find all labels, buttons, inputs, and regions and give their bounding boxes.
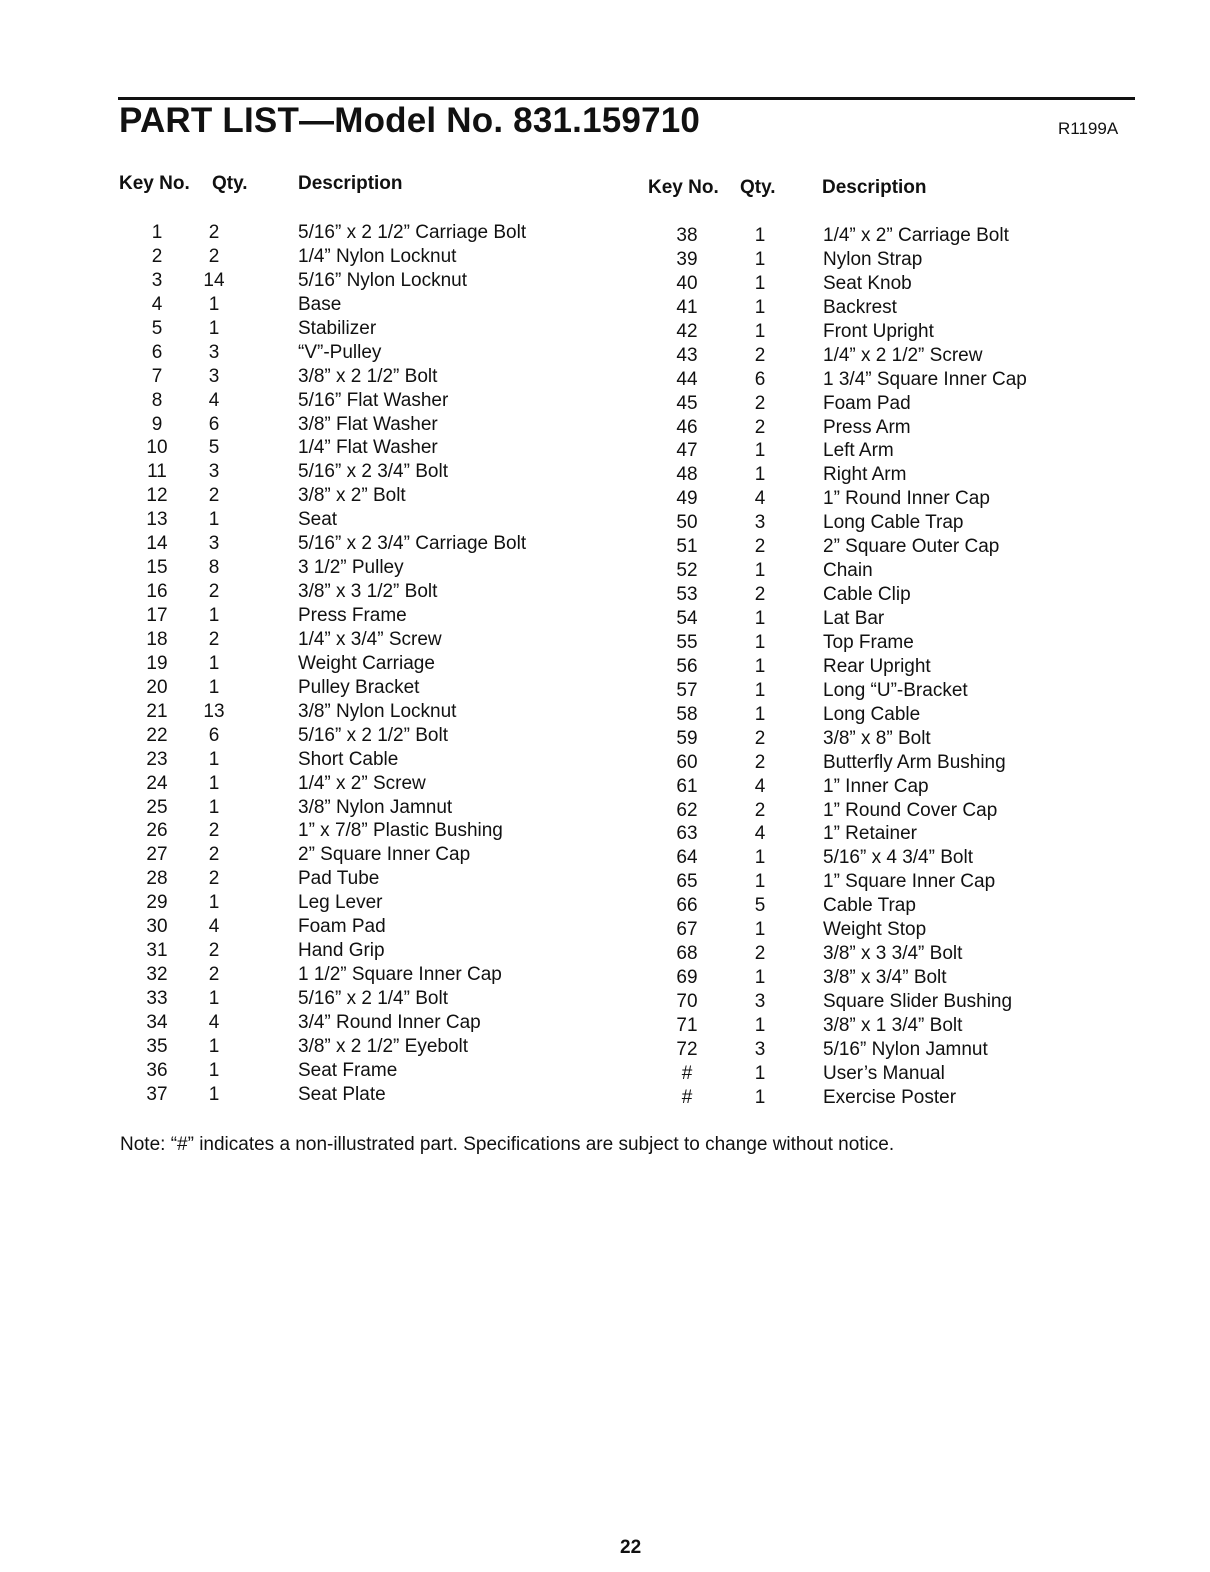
part-description: “V”-Pulley xyxy=(298,341,382,363)
part-key-number: 38 xyxy=(676,225,698,246)
part-quantity: 2 xyxy=(754,943,766,965)
part-key-number: 69 xyxy=(676,967,698,989)
part-description: 3/8” x 2 1/2” Eyebolt xyxy=(298,1035,469,1057)
part-description: 1” Inner Cap xyxy=(823,775,929,797)
part-quantity: 5 xyxy=(208,437,220,459)
part-key-number: 70 xyxy=(676,991,698,1012)
part-quantity: 4 xyxy=(208,389,220,411)
part-description: 1” Retainer xyxy=(823,823,917,845)
part-key-number: 2 xyxy=(151,245,163,267)
part-description: 3/8” x 2 1/2” Bolt xyxy=(298,365,438,387)
part-description: 3/8” Nylon Locknut xyxy=(298,700,457,722)
part-quantity: 1 xyxy=(754,608,766,629)
part-quantity: 2 xyxy=(754,799,766,821)
part-key-number: 14 xyxy=(146,533,168,555)
part-quantity: 1 xyxy=(754,320,766,342)
part-key-number: 56 xyxy=(676,655,698,677)
part-description: Seat Knob xyxy=(823,272,912,294)
part-description: 1/4” Flat Washer xyxy=(298,437,438,459)
part-key-number: 54 xyxy=(676,608,698,629)
part-description: 1” Round Inner Cap xyxy=(823,488,990,510)
part-key-number: 23 xyxy=(146,748,168,770)
part-key-number: 52 xyxy=(676,560,698,582)
part-description: Weight Carriage xyxy=(298,652,435,674)
right-key-header: Key No. xyxy=(648,177,719,198)
part-key-number: 43 xyxy=(676,344,698,366)
part-quantity: 1 xyxy=(754,1086,766,1108)
part-key-number: 41 xyxy=(676,296,698,318)
part-quantity: 1 xyxy=(754,631,766,653)
part-quantity: 1 xyxy=(208,293,220,315)
part-quantity: 1 xyxy=(754,967,766,989)
part-description: Stabilizer xyxy=(298,317,377,339)
part-description: Press Arm xyxy=(823,416,911,438)
part-description: 3/8” x 3 1/2” Bolt xyxy=(298,581,438,603)
part-description: 3/8” Nylon Jamnut xyxy=(298,796,453,818)
part-description: Chain xyxy=(823,560,873,582)
part-quantity: 1 xyxy=(754,655,766,677)
part-key-number: 30 xyxy=(146,916,168,938)
part-description: Long Cable xyxy=(823,703,921,725)
part-quantity: 2 xyxy=(208,964,220,986)
part-key-number: 12 xyxy=(146,485,168,507)
part-key-number: 49 xyxy=(676,488,698,510)
part-quantity: 2 xyxy=(208,868,220,890)
part-description: Cable Trap xyxy=(823,895,916,917)
part-description: Cable Clip xyxy=(823,584,911,606)
part-description: Backrest xyxy=(823,296,897,318)
part-key-number: 71 xyxy=(676,1014,698,1036)
part-key-number: 68 xyxy=(676,943,698,965)
part-key-number: 55 xyxy=(676,631,698,653)
part-quantity: 14 xyxy=(203,269,225,291)
part-description: Seat xyxy=(298,509,338,531)
part-quantity: 1 xyxy=(208,317,220,339)
part-key-number: # xyxy=(681,1086,693,1108)
part-description: Short Cable xyxy=(298,748,399,770)
part-description: Press Frame xyxy=(298,605,407,626)
part-key-number: 20 xyxy=(146,676,168,698)
part-description: 3/8” x 3/4” Bolt xyxy=(823,967,947,989)
part-key-number: 61 xyxy=(676,775,698,797)
right-qty-header: Qty. xyxy=(740,177,776,198)
part-key-number: 18 xyxy=(146,628,168,650)
part-quantity: 4 xyxy=(754,488,766,510)
part-description: 3 1/2” Pulley xyxy=(298,557,404,579)
part-key-number: 72 xyxy=(676,1038,698,1060)
part-quantity: 13 xyxy=(203,700,225,722)
part-quantity: 1 xyxy=(754,919,766,941)
part-description: Exercise Poster xyxy=(823,1086,957,1108)
part-quantity: 2 xyxy=(208,485,220,507)
part-quantity: 1 xyxy=(754,296,766,318)
part-quantity: 3 xyxy=(208,461,220,483)
part-key-number: 17 xyxy=(146,605,168,626)
part-description: 5/16” x 2 3/4” Bolt xyxy=(298,461,448,483)
part-description: Leg Lever xyxy=(298,892,383,914)
part-key-number: 31 xyxy=(146,940,168,962)
part-key-number: 29 xyxy=(146,892,168,914)
part-description: Nylon Strap xyxy=(823,248,923,270)
part-description: Right Arm xyxy=(823,464,907,486)
part-key-number: 33 xyxy=(146,988,168,1009)
part-key-number: 15 xyxy=(146,557,168,579)
part-quantity: 3 xyxy=(208,365,220,387)
part-quantity: 1 xyxy=(754,679,766,701)
part-quantity: 1 xyxy=(208,1035,220,1057)
part-key-number: 22 xyxy=(146,724,168,746)
part-key-number: 13 xyxy=(146,509,168,531)
part-key-number: 53 xyxy=(676,584,698,606)
part-key-number: 26 xyxy=(146,820,168,842)
part-quantity: 1 xyxy=(208,1083,220,1105)
part-quantity: 1 xyxy=(208,509,220,531)
right-description-header: Description xyxy=(822,177,927,198)
part-key-number: 66 xyxy=(676,895,698,917)
part-description: 1/4” Nylon Locknut xyxy=(298,245,457,267)
part-description: Pad Tube xyxy=(298,868,380,890)
part-key-number: 37 xyxy=(146,1083,168,1105)
part-key-number: 32 xyxy=(146,964,168,986)
part-description: 5/16” Nylon Jamnut xyxy=(823,1038,988,1060)
part-description: Seat Frame xyxy=(298,1059,398,1081)
part-key-number: 6 xyxy=(151,341,163,363)
part-key-number: 1 xyxy=(151,222,163,243)
part-quantity: 3 xyxy=(208,533,220,555)
part-description: Base xyxy=(298,293,342,315)
part-quantity: 3 xyxy=(208,341,220,363)
part-description: Foam Pad xyxy=(823,392,911,414)
part-quantity: 1 xyxy=(208,772,220,794)
part-description: 5/16” x 2 1/2” Carriage Bolt xyxy=(298,222,527,243)
part-description: 3/8” x 2” Bolt xyxy=(298,485,406,507)
part-description: 1” Round Cover Cap xyxy=(823,799,998,821)
part-key-number: 35 xyxy=(146,1035,168,1057)
part-quantity: 5 xyxy=(754,895,766,917)
part-quantity: 1 xyxy=(754,871,766,893)
part-description: 3/8” x 3 3/4” Bolt xyxy=(823,943,963,965)
part-quantity: 1 xyxy=(208,1059,220,1081)
part-quantity: 2 xyxy=(208,940,220,962)
part-description: 5/16” x 2 1/2” Bolt xyxy=(298,724,448,746)
part-key-number: 3 xyxy=(151,269,163,291)
part-description: Front Upright xyxy=(823,320,934,342)
part-description: 3/8” x 8” Bolt xyxy=(823,727,931,749)
part-key-number: 8 xyxy=(151,389,163,411)
part-quantity: 2 xyxy=(754,344,766,366)
part-description: Seat Plate xyxy=(298,1083,386,1105)
part-description: Long “U”-Bracket xyxy=(823,679,968,701)
part-key-number: 63 xyxy=(676,823,698,845)
part-key-number: 5 xyxy=(151,317,163,339)
part-key-number: 21 xyxy=(146,700,168,722)
part-key-number: 60 xyxy=(676,751,698,773)
part-key-number: # xyxy=(681,1062,693,1084)
part-key-number: 27 xyxy=(146,844,168,866)
document-code: R1199A xyxy=(1058,119,1119,138)
part-description: Lat Bar xyxy=(823,608,885,629)
part-description: Weight Stop xyxy=(823,919,927,941)
part-description: 5/16” x 2 1/4” Bolt xyxy=(298,988,448,1009)
part-quantity: 2 xyxy=(754,536,766,558)
part-key-number: 50 xyxy=(676,512,698,534)
part-quantity: 3 xyxy=(754,991,766,1012)
part-quantity: 3 xyxy=(754,1038,766,1060)
part-quantity: 2 xyxy=(208,245,220,267)
part-key-number: 16 xyxy=(146,581,168,603)
footnote: Note: “#” indicates a non-illustrated part. Specifications are subject to change without notice. xyxy=(120,1134,895,1155)
part-description: 5/16” x 2 3/4” Carriage Bolt xyxy=(298,533,527,555)
part-key-number: 57 xyxy=(676,679,698,701)
part-key-number: 67 xyxy=(676,919,698,941)
part-key-number: 65 xyxy=(676,871,698,893)
part-quantity: 1 xyxy=(208,748,220,770)
part-quantity: 1 xyxy=(208,796,220,818)
part-key-number: 62 xyxy=(676,799,698,821)
part-quantity: 6 xyxy=(208,724,220,746)
part-description: 1/4” x 3/4” Screw xyxy=(298,628,442,650)
part-key-number: 46 xyxy=(676,416,698,438)
part-description: 2” Square Outer Cap xyxy=(823,536,1000,558)
part-quantity: 2 xyxy=(208,222,220,243)
part-description: Rear Upright xyxy=(823,655,931,677)
left-description-header: Description xyxy=(298,173,403,194)
part-description: 3/4” Round Inner Cap xyxy=(298,1011,481,1033)
part-description: 1/4” x 2” Screw xyxy=(298,772,426,794)
part-description: 1” Square Inner Cap xyxy=(823,871,996,893)
left-qty-header: Qty. xyxy=(212,173,248,194)
part-quantity: 2 xyxy=(754,727,766,749)
part-description: 1 1/2” Square Inner Cap xyxy=(298,964,502,986)
part-description: 1/4” x 2” Carriage Bolt xyxy=(823,225,1009,246)
part-description: 5/16” Nylon Locknut xyxy=(298,269,467,291)
part-quantity: 2 xyxy=(208,820,220,842)
part-key-number: 51 xyxy=(676,536,698,558)
part-quantity: 1 xyxy=(754,440,766,462)
part-key-number: 11 xyxy=(147,461,167,483)
part-description: 5/16” Flat Washer xyxy=(298,389,449,411)
part-description: Foam Pad xyxy=(298,916,386,938)
part-description: Hand Grip xyxy=(298,940,385,962)
part-description: 1 3/4” Square Inner Cap xyxy=(823,368,1027,390)
part-description: 1” x 7/8” Plastic Bushing xyxy=(298,820,503,842)
part-key-number: 44 xyxy=(676,368,698,390)
part-description: 2” Square Inner Cap xyxy=(298,844,471,866)
page-title: PART LIST—Model No. 831.159710 xyxy=(119,101,701,140)
part-key-number: 58 xyxy=(676,703,698,725)
part-key-number: 25 xyxy=(146,796,168,818)
part-description: Butterfly Arm Bushing xyxy=(823,751,1006,773)
part-quantity: 2 xyxy=(754,751,766,773)
part-key-number: 47 xyxy=(676,440,698,462)
part-quantity: 1 xyxy=(754,703,766,725)
part-quantity: 2 xyxy=(208,581,220,603)
part-quantity: 4 xyxy=(208,916,220,938)
part-description: 3/8” Flat Washer xyxy=(298,413,438,435)
part-quantity: 1 xyxy=(208,605,220,626)
part-key-number: 39 xyxy=(676,248,698,270)
part-key-number: 34 xyxy=(146,1011,168,1033)
part-key-number: 40 xyxy=(676,272,698,294)
part-quantity: 1 xyxy=(754,560,766,582)
part-quantity: 1 xyxy=(754,272,766,294)
part-key-number: 42 xyxy=(676,320,698,342)
part-quantity: 4 xyxy=(208,1011,220,1033)
part-quantity: 1 xyxy=(754,1014,766,1036)
part-quantity: 2 xyxy=(208,844,220,866)
part-quantity: 4 xyxy=(754,775,766,797)
part-quantity: 1 xyxy=(754,1062,766,1084)
left-key-header: Key No. xyxy=(119,173,190,194)
part-quantity: 2 xyxy=(208,628,220,650)
page-number: 22 xyxy=(620,1537,642,1558)
part-key-number: 48 xyxy=(676,464,698,486)
part-key-number: 64 xyxy=(676,847,698,869)
part-quantity: 1 xyxy=(754,464,766,486)
part-quantity: 1 xyxy=(754,847,766,869)
part-key-number: 4 xyxy=(151,293,163,315)
part-key-number: 7 xyxy=(151,365,163,387)
part-description: 5/16” x 4 3/4” Bolt xyxy=(823,847,973,869)
part-key-number: 24 xyxy=(146,772,168,794)
part-quantity: 1 xyxy=(208,652,220,674)
part-description: Long Cable Trap xyxy=(823,512,964,534)
part-key-number: 59 xyxy=(676,727,698,749)
part-key-number: 9 xyxy=(151,413,163,435)
part-key-number: 36 xyxy=(146,1059,168,1081)
part-description: 3/8” x 1 3/4” Bolt xyxy=(823,1014,963,1036)
part-key-number: 10 xyxy=(146,437,168,459)
part-quantity: 1 xyxy=(754,248,766,270)
part-description: Top Frame xyxy=(823,631,914,653)
part-description: Pulley Bracket xyxy=(298,676,420,698)
part-quantity: 1 xyxy=(208,892,220,914)
part-quantity: 2 xyxy=(754,584,766,606)
part-quantity: 1 xyxy=(208,676,220,698)
part-description: User’s Manual xyxy=(823,1062,945,1084)
part-quantity: 2 xyxy=(754,416,766,438)
part-description: Left Arm xyxy=(823,440,894,462)
part-key-number: 45 xyxy=(676,392,698,414)
part-quantity: 3 xyxy=(754,512,766,534)
part-quantity: 6 xyxy=(208,413,220,435)
part-quantity: 8 xyxy=(208,557,220,579)
part-description: 1/4” x 2 1/2” Screw xyxy=(823,344,983,366)
part-key-number: 28 xyxy=(146,868,168,890)
part-quantity: 4 xyxy=(754,823,766,845)
part-quantity: 2 xyxy=(754,392,766,414)
part-quantity: 1 xyxy=(754,225,766,246)
part-description: Square Slider Bushing xyxy=(823,991,1013,1012)
part-quantity: 6 xyxy=(754,368,766,390)
part-key-number: 19 xyxy=(146,652,168,674)
part-quantity: 1 xyxy=(208,988,220,1009)
